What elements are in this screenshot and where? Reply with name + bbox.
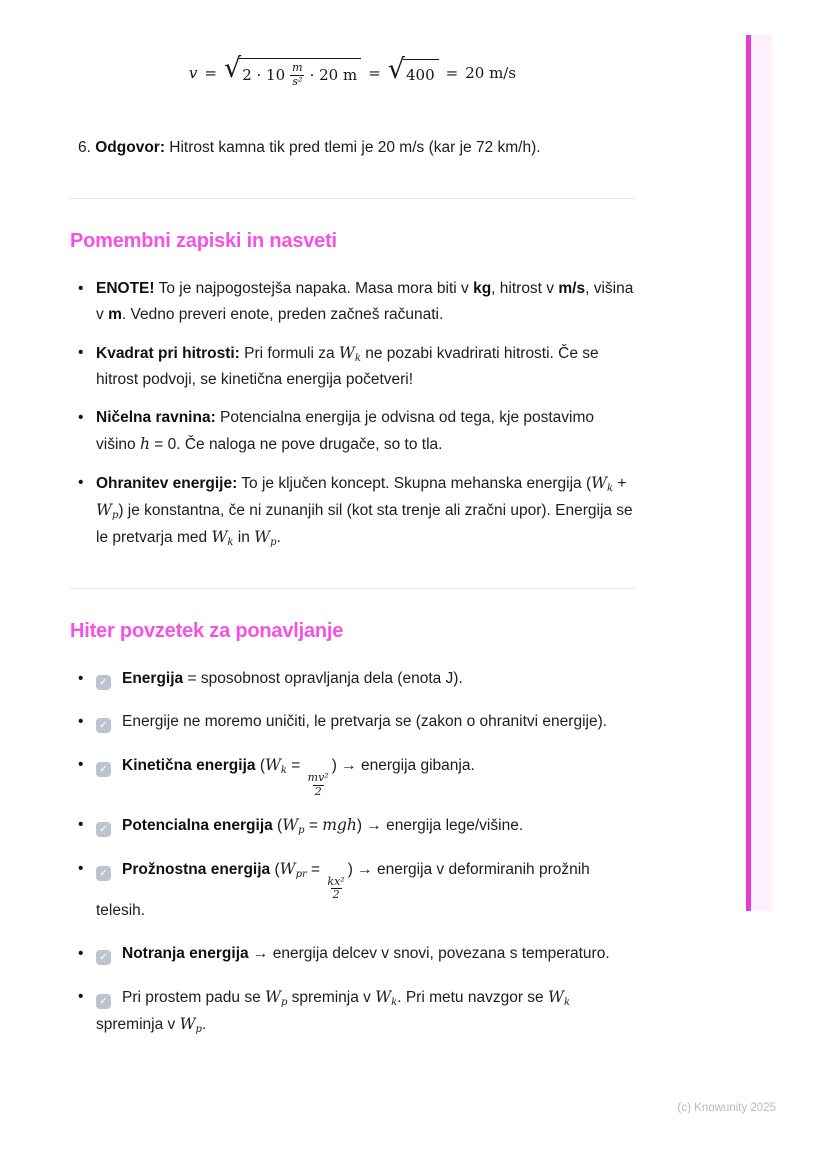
checkbox-icon[interactable] (96, 718, 111, 733)
section-title-notes: Pomembni zapiski in nasveti (70, 230, 337, 253)
checkbox-icon[interactable] (96, 822, 111, 837)
summary-text: Pri prostem padu se $W_p$ spreminja v $W_k$. Pri metu navzgor se $W_k$ spreminja v $W_p$. (96, 988, 570, 1036)
document-page (70, 0, 635, 1038)
equals-sign: = (368, 64, 381, 83)
square-root (223, 53, 361, 88)
summary-text: Potencialna energija $(W_p = mgh)$ → energija lege/višine. (122, 815, 524, 836)
answer-line: 6. Odgovor: Hitrost kamna tik pred tlemi je 20 m/s (kar je 72 km/h). (78, 139, 541, 157)
summary-text: Kinetična energija ($W_k$ = $\frac{\text{mv²}}{2}$ ) → energija gibanja. (122, 756, 475, 799)
checkbox-icon[interactable] (96, 866, 111, 881)
note-text: Ohranitev energije: To je ključen koncept. Skupna mehanska energija $(W_k + W_p)$ je konstantna, če ni zunanjih sil (kot sta trenje ali zračni upor). Energija se le pretvarja med $W_k$ in $W_p$. (96, 474, 633, 549)
velocity-equation (70, 53, 635, 88)
radicand-post: · 20 m (309, 66, 358, 85)
radicand (239, 58, 361, 88)
list-item (70, 276, 635, 328)
list-item (70, 709, 635, 735)
copyright: (c) Knowunity 2025 (677, 1102, 776, 1114)
radical-symbol: √ (223, 53, 242, 84)
note-text: ENOTE! To je najpogostejša napaka. Masa mora biti v kg, hitrost v m/s, višina v m. Vedno preveri enote, preden začneš računati. (96, 280, 634, 324)
checkbox-icon[interactable] (96, 675, 111, 690)
equation-result: 20 m/s (465, 64, 517, 83)
equals-sign: = (204, 64, 217, 83)
section-title-summary: Hiter povzetek za ponavljanje (70, 620, 344, 643)
list-item (70, 856, 635, 924)
summary-list (70, 666, 635, 1038)
note-text: Kvadrat pri hitrosti: Pri formuli za $W_k$ ne pozabi kvadrirati hitrosti. Če se hitrost podvoji, se kinetična energija početveri! (96, 344, 599, 389)
note-text: Ničelna ravnina: Potencialna energija je odvisna od tega, kje postavimo višino h = 0. Če naloga ne pove drugače, so to tla. (96, 409, 595, 454)
list-item (70, 666, 635, 692)
list-item (70, 984, 635, 1038)
radical-symbol: √ (387, 54, 405, 86)
section-divider (70, 198, 635, 199)
list-item (70, 405, 635, 458)
summary-text: Notranja energija → energija delcev v snovi, povezana s temperaturo. (122, 945, 610, 963)
notes-list (70, 276, 635, 551)
equals-sign: = (445, 64, 459, 83)
summary-text: Prožnostna energija ($W_{pr}$ = $\frac{\text{kx²}}{2}$ ) → energija v deformiranih prožnih telesih. (96, 859, 590, 920)
list-item (70, 812, 635, 839)
radicand: 400 (403, 59, 439, 87)
summary-text: Energija = sposobnost opravljanja dela (enota J). (122, 670, 463, 688)
list-item (70, 752, 635, 799)
checkbox-icon[interactable] (96, 950, 111, 965)
list-item (70, 340, 635, 393)
section-divider (70, 588, 635, 589)
checkbox-icon[interactable] (96, 994, 111, 1009)
radicand-pre: 2 · 10 (242, 66, 286, 85)
square-root (387, 54, 439, 87)
fraction-m-s2: $\frac{m}{\text{s²}}$ (292, 61, 303, 88)
list-item (70, 470, 635, 551)
checkbox-icon[interactable] (96, 762, 111, 777)
scroll-indicator[interactable] (746, 35, 772, 911)
equation-variable: v (188, 64, 198, 83)
summary-text: Energije ne moremo uničiti, le pretvarja se (zakon o ohranitvi energije). (122, 713, 608, 731)
list-item (70, 941, 635, 967)
